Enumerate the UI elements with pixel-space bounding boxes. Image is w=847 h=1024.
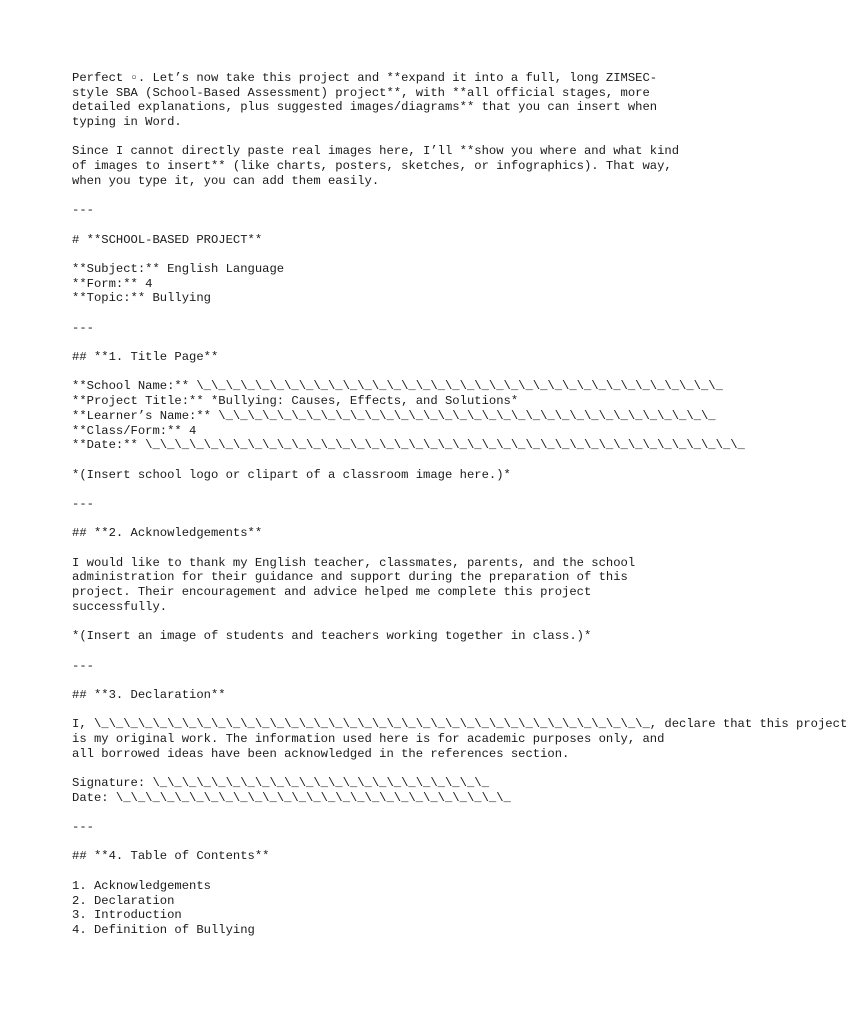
text-line: administration for their guidance and support during the preparation of this: [72, 570, 628, 585]
blank-line: [72, 335, 712, 350]
toc-item: 3. Introduction: [72, 908, 182, 923]
horizontal-rule-marker: ---: [72, 820, 94, 835]
horizontal-rule-marker: ---: [72, 203, 94, 218]
text-line: style SBA (School-Based Assessment) project**, with **all official stages, more: [72, 85, 650, 100]
blank-line: [72, 614, 712, 629]
blank-line: [72, 512, 712, 527]
image-placeholder-note: *(Insert an image of students and teachers working together in class.)*: [72, 629, 592, 644]
section-heading-acknowledgements: ## **2. Acknowledgements**: [72, 526, 263, 541]
blank-line: [72, 130, 712, 145]
text-line: when you type it, you can add them easily.: [72, 173, 380, 188]
document-heading: # **SCHOOL-BASED PROJECT**: [72, 232, 263, 247]
subject-line: **Subject:** English Language: [72, 261, 285, 276]
blank-line: [72, 218, 712, 233]
class-form-line: **Class/Form:** 4: [72, 423, 197, 438]
text-line: I would like to thank my English teacher, classmates, parents, and the school: [72, 555, 636, 570]
blank-line: [72, 703, 712, 718]
text-line: is my original work. The information used here is for academic purposes only, and: [72, 731, 665, 746]
section-heading-table-of-contents: ## **4. Table of Contents**: [72, 849, 270, 864]
blank-line: [72, 864, 712, 879]
declaration-date-line: Date: \_\_\_\_\_\_\_\_\_\_\_\_\_\_\_\_\_\_\_\_\_\_\_\_\_\_\_: [72, 790, 511, 805]
blank-line: [72, 644, 712, 659]
blank-line: [72, 761, 712, 776]
date-line: **Date:** \_\_\_\_\_\_\_\_\_\_\_\_\_\_\_\_\_\_\_\_\_\_\_\_\_\_\_\_\_\_\_\_\_\_\_\_\_\_\_\_\_: [72, 438, 745, 453]
text-line: project. Their encouragement and advice helped me complete this project: [72, 585, 592, 600]
text-line: all borrowed ideas have been acknowledged in the references section.: [72, 746, 570, 761]
text-line: Since I cannot directly paste real images here, I’ll **show you where and what kind: [72, 144, 680, 159]
horizontal-rule-marker: ---: [72, 320, 94, 335]
blank-line: [72, 453, 712, 468]
blank-line: [72, 306, 712, 321]
image-placeholder-note: *(Insert school logo or clipart of a classroom image here.)*: [72, 467, 511, 482]
blank-line: [72, 835, 712, 850]
horizontal-rule-marker: ---: [72, 658, 94, 673]
blank-line: [72, 189, 712, 204]
text-line: I, \_\_\_\_\_\_\_\_\_\_\_\_\_\_\_\_\_\_\_\_\_\_\_\_\_\_\_\_\_\_\_\_\_\_\_\_\_\_, declare that this project: [72, 717, 847, 732]
topic-line: **Topic:** Bullying: [72, 291, 211, 306]
blank-line: [72, 247, 712, 262]
document-text: [72, 71, 847, 938]
horizontal-rule-marker: ---: [72, 496, 94, 511]
learner-name-line: **Learner’s Name:** \_\_\_\_\_\_\_\_\_\_\_\_\_\_\_\_\_\_\_\_\_\_\_\_\_\_\_\_\_\_\_\_\_\_: [72, 408, 716, 423]
text-line: Perfect ▫. Let’s now take this project and **expand it into a full, long ZIMSEC-: [72, 71, 658, 85]
blank-line: [72, 673, 712, 688]
project-title-line: **Project Title:** *Bullying: Causes, Effects, and Solutions*: [72, 394, 519, 409]
toc-item: 2. Declaration: [72, 893, 175, 908]
blank-line: [72, 805, 712, 820]
school-name-line: **School Name:** \_\_\_\_\_\_\_\_\_\_\_\_\_\_\_\_\_\_\_\_\_\_\_\_\_\_\_\_\_\_\_\_\_\_\_\_: [72, 379, 723, 394]
blank-line: [72, 365, 712, 380]
text-line: successfully.: [72, 599, 168, 614]
toc-item: 4. Definition of Bullying: [72, 922, 255, 937]
blank-line: [72, 482, 712, 497]
section-heading-title-page: ## **1. Title Page**: [72, 350, 219, 365]
form-line: **Form:** 4: [72, 276, 153, 291]
text-line: of images to insert** (like charts, posters, sketches, or infographics). That way,: [72, 159, 672, 174]
text-line: detailed explanations, plus suggested images/diagrams** that you can insert when: [72, 100, 658, 115]
signature-line: Signature: \_\_\_\_\_\_\_\_\_\_\_\_\_\_\_\_\_\_\_\_\_\_\_: [72, 776, 489, 790]
text-line: typing in Word.: [72, 115, 182, 130]
blank-line: [72, 541, 712, 556]
toc-item: 1. Acknowledgements: [72, 878, 211, 893]
section-heading-declaration: ## **3. Declaration**: [72, 687, 226, 702]
